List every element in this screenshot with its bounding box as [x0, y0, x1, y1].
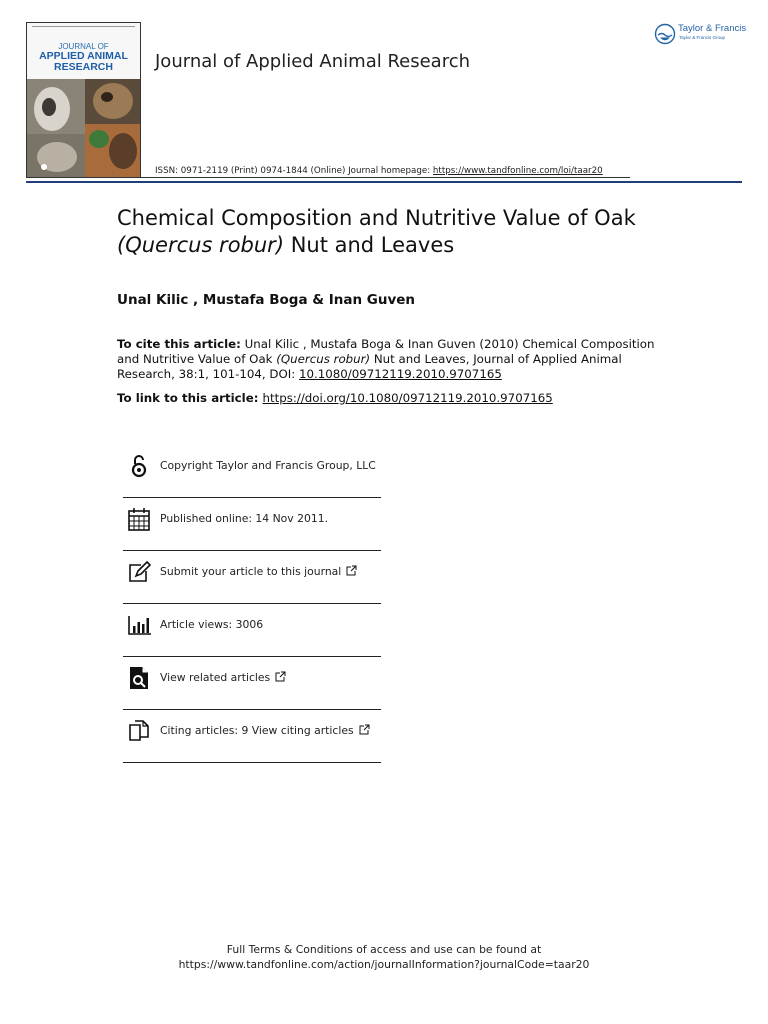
citation-text-end: Nut and Leaves, Journal of Applied Animal Research, 38:1, 101-104, DOI: — [117, 352, 622, 381]
cover-photo-collage — [27, 79, 140, 177]
terms-footer-line1: Full Terms & Conditions of access and use can be found at — [226, 943, 542, 956]
citation-species: (Quercus robur) — [276, 352, 371, 366]
related-articles-icon — [127, 665, 151, 691]
open-access-icon — [127, 453, 151, 479]
publisher-logo-icon — [654, 23, 676, 45]
copyright-text: Copyright Taylor and Francis Group, LLC — [160, 459, 376, 472]
issn-text: ISSN: 0971-2119 (Print) 0974-1844 (Online) Journal homepage: — [155, 166, 433, 176]
info-views — [123, 604, 381, 657]
article-link-line — [117, 391, 553, 405]
article-authors: Unal Kilic , Mustafa Boga & Inan Guven — [117, 292, 416, 308]
publisher-name: Taylor & Francis — [678, 23, 747, 34]
info-related[interactable] — [123, 657, 381, 710]
citation-block — [117, 337, 677, 382]
article-doi-url[interactable]: https://doi.org/10.1080/09712119.2010.9707165 — [262, 391, 553, 405]
article-title-species: (Quercus robur) — [117, 233, 285, 257]
header-divider-blue — [26, 181, 742, 183]
citation-doi-link[interactable]: 10.1080/09712119.2010.9707165 — [298, 367, 502, 381]
cover-title-line2: APPLIED ANIMAL — [39, 50, 128, 62]
cover-title-line1: JOURNAL OF — [58, 42, 109, 51]
info-citing[interactable] — [123, 710, 381, 763]
publisher-logo[interactable] — [654, 22, 747, 46]
view-related-articles-link[interactable] — [160, 671, 286, 684]
terms-footer-url[interactable]: https://www.tandfonline.com/action/journalInformation?journalCode=taar20 — [178, 958, 590, 971]
citation-text-start: Unal Kilic , Mustafa Boga & Inan Guven (2010) Chemical Composition and Nutritive Value of Oak — [117, 337, 655, 366]
citation-label: To cite this article: — [117, 337, 241, 351]
info-copyright — [123, 445, 381, 498]
journal-title: Journal of Applied Animal Research — [155, 51, 471, 72]
cover-fine-print — [32, 26, 135, 30]
citing-articles-label: Citing articles: 9 View citing articles — [160, 724, 354, 737]
header-divider-thin — [26, 177, 630, 178]
citing-articles-icon — [127, 718, 151, 744]
terms-footer — [0, 942, 768, 972]
submit-article-label: Submit your article to this journal — [160, 565, 342, 578]
article-link-label: To link to this article: — [117, 391, 263, 405]
cover-title-line3: RESEARCH — [54, 61, 113, 73]
edit-icon — [127, 559, 151, 585]
article-title-rest: Nut and Leaves — [284, 233, 455, 257]
external-link-icon — [275, 671, 286, 682]
bar-chart-icon — [127, 612, 151, 638]
calendar-icon — [127, 506, 151, 532]
external-link-icon — [346, 565, 357, 576]
journal-cover — [26, 22, 141, 178]
issn-line — [155, 166, 603, 176]
article-title — [117, 205, 727, 259]
journal-homepage-link[interactable]: https://www.tandfonline.com/loi/taar20 — [432, 166, 603, 176]
submit-article-link[interactable] — [160, 565, 357, 578]
external-link-icon — [359, 724, 370, 735]
info-submit[interactable] — [123, 551, 381, 604]
view-citing-articles-link[interactable] — [160, 724, 370, 737]
publisher-subname: Taylor & Francis Group — [679, 35, 726, 40]
info-published — [123, 498, 381, 551]
cover-header — [27, 23, 140, 79]
article-info-list — [123, 445, 381, 763]
related-articles-label: View related articles — [160, 671, 271, 684]
article-views: Article views: 3006 — [160, 618, 264, 631]
article-title-line1: Chemical Composition and Nutritive Value of Oak — [117, 206, 636, 230]
published-date: Published online: 14 Nov 2011. — [160, 512, 329, 525]
